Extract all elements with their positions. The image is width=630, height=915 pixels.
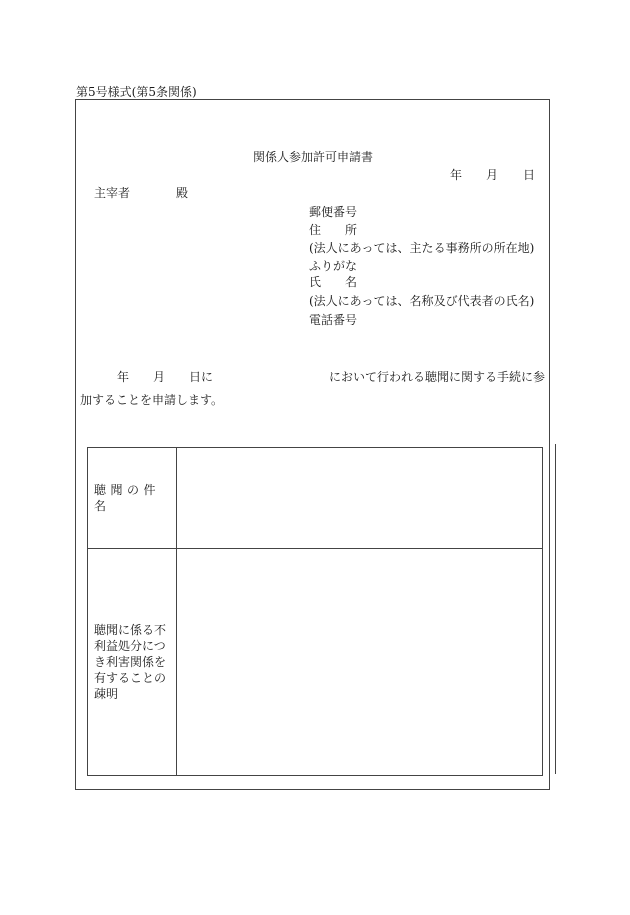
interest-justification-label: 聴聞に係る不利益処分につき利害関係を有することの疎明: [94, 623, 167, 701]
date-day: 日: [523, 168, 536, 182]
form-title: 関係人参加許可申請書: [253, 150, 374, 164]
frame-divider: [549, 99, 550, 444]
interest-justification-field[interactable]: [177, 549, 543, 776]
right-margin-line: [555, 444, 556, 774]
name-label: 氏 名: [309, 275, 358, 289]
form-number: 第5号様式(第5条関係): [76, 85, 197, 99]
hearing-subject-label: 聴聞の件名: [94, 483, 161, 513]
name-note: (法人にあっては、名称及び代表者の氏名): [309, 294, 535, 308]
justification-label-cell: [88, 549, 177, 776]
date-month: 月: [486, 168, 499, 182]
furigana-label: ふりがな: [309, 259, 358, 273]
phone-label: 電話番号: [309, 313, 358, 327]
address-note: (法人にあっては、主たる事務所の所在地): [309, 241, 535, 255]
subject-label-cell: [88, 448, 177, 549]
addressee-honorific: 殿: [176, 186, 189, 200]
table-row-subject: [88, 448, 543, 549]
application-table: [87, 447, 543, 776]
address-label: 住 所: [309, 223, 358, 237]
table-row-justification: [88, 549, 543, 776]
addressee-label: 主宰者: [94, 186, 131, 200]
body-line1: において行われる聴聞に関する手続に参: [329, 370, 546, 384]
date-year: 年: [450, 168, 463, 182]
hearing-subject-field[interactable]: [177, 448, 543, 549]
body-date: 年 月 日に: [117, 370, 214, 384]
postal-code-label: 郵便番号: [309, 205, 358, 219]
body-line2: 加することを申請します。: [80, 393, 224, 407]
